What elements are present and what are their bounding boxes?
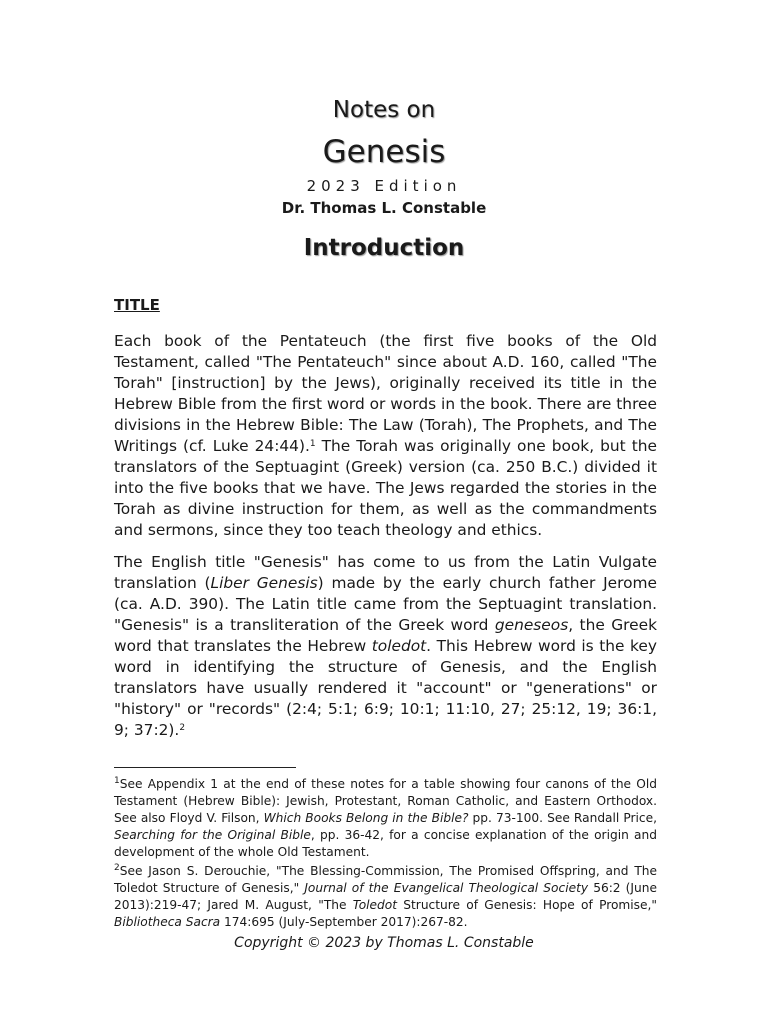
paragraph-text: The Torah was originally one book, but the translators of the Septuagint (Greek) version (ca. 250 B.C.) divided it into the five books that we have. The Jews regarded the stories in the Torah as divine instruction for them, as well as the commandments and sermons, since they too teach theology and ethics. — [114, 437, 657, 539]
paragraph-english-title — [114, 552, 657, 741]
footnote-text: pp. 73-100. See Randall Price, — [468, 811, 657, 825]
italic-title: Searching for the Original Bible — [114, 828, 311, 842]
paragraph-title-origin — [114, 331, 657, 541]
paragraph-text: . This Hebrew word is the key word in identifying the structure of Genesis, and the English translators have usually rendered it "account" or "generations" or "history" or "records" (2:4; 5:1; 6:9; 10:1; 11:10, 27; 25:12, 19; 36:1, 9; 37:2). — [114, 637, 657, 739]
book-title: Genesis — [322, 134, 446, 170]
footnote-ref-2[interactable]: 2 — [179, 723, 186, 733]
italic-term: Liber Genesis — [210, 574, 318, 592]
paragraph-text: ) made by the early church father Jerome (ca. A.D. 390). The Latin title came from the Septuagint translation. "Genesis" is a transliteration of the Greek word — [114, 574, 657, 634]
footnote-ref-1[interactable]: 1 — [309, 439, 316, 449]
italic-title: Journal of the Evangelical Theological Society — [304, 881, 589, 895]
footnote-text: 174:695 (July-September 2017):267-82. — [220, 915, 468, 929]
footnote-2 — [114, 863, 657, 931]
footnote-text: , pp. 36-42, for a concise explanation of the origin and development of the whole Old Testament. — [114, 828, 657, 859]
italic-term: geneseos — [494, 616, 569, 634]
edition-label: 2023 Edition — [306, 177, 462, 195]
footnote-divider — [114, 767, 296, 768]
footnote-text: 56:2 (June 2013):219-47; Jared M. August, "The — [114, 881, 657, 912]
paragraph-text: Each book of the Pentateuch (the first five books of the Old Testament, called "The Pentateuch" since about A.D. 160, called "The Torah" [instruction] by the Jews), originally received its title in the Hebrew Bible from the first word or words in the book. There are three divisions in the Hebrew Bible: The Law (Torah), The Prophets, and The Writings (cf. Luke 24:44). — [114, 332, 657, 455]
footnote-text: See Jason S. Derouchie, "The Blessing-Commission, The Promised Offspring, and The Toledot Structure of Genesis," — [114, 864, 657, 895]
italic-title: Toledot — [352, 898, 398, 912]
notes-on-heading: Notes on — [332, 97, 436, 123]
footnote-text: Structure of Genesis: Hope of Promise," — [397, 898, 657, 912]
footnote-number: 2 — [114, 863, 120, 873]
italic-title: Which Books Belong in the Bible? — [263, 811, 469, 825]
italic-term: toledot — [371, 637, 427, 655]
paragraph-text: The English title "Genesis" has come to us from the Latin Vulgate translation ( — [114, 553, 657, 592]
section-heading: Introduction — [303, 235, 465, 261]
footnote-number: 1 — [114, 776, 120, 786]
copyright-notice: Copyright © 2023 by Thomas L. Constable — [234, 935, 534, 951]
footnote-text: See Appendix 1 at the end of these notes for a table showing four canons of the Old Testament (Hebrew Bible): Jewish, Protestant, Roman Catholic, and Eastern Orthodox. See also Floyd V. Filson, — [114, 777, 657, 825]
italic-title: Bibliotheca Sacra — [114, 915, 221, 929]
paragraph-text: , the Greek word that translates the Hebrew — [114, 616, 657, 655]
author-name: Dr. Thomas L. Constable — [281, 199, 487, 217]
title-subheading: TITLE — [114, 296, 160, 314]
footnote-1 — [114, 776, 657, 861]
